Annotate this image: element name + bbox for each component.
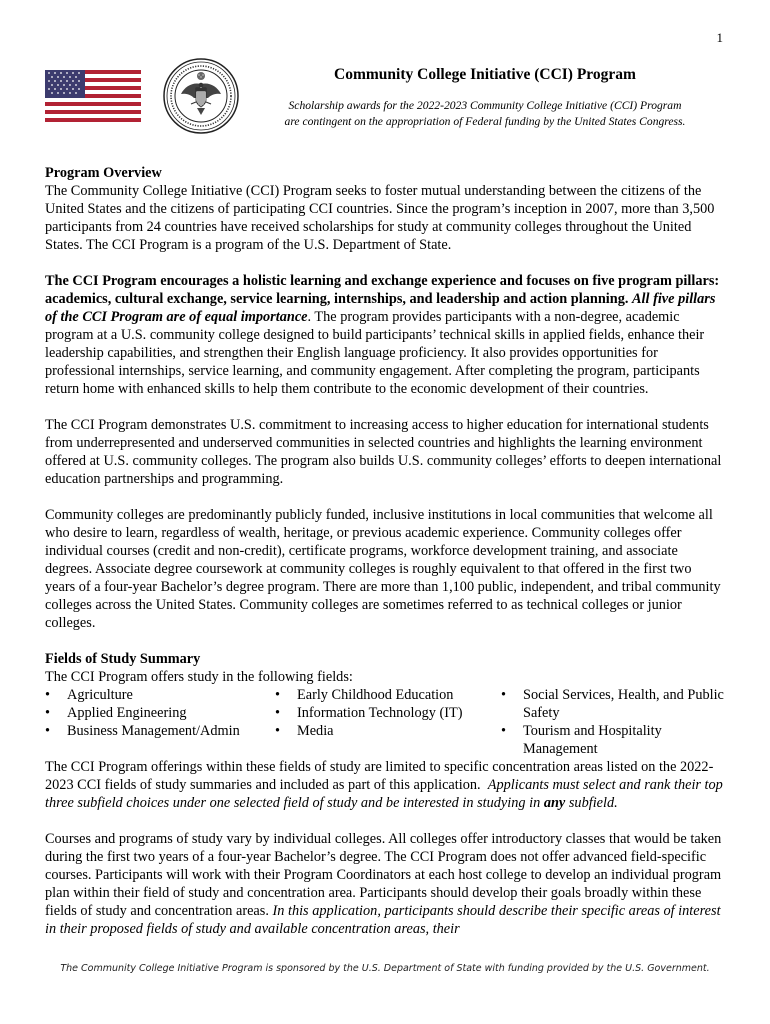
list-item: • Business Management/Admin: [45, 723, 240, 739]
department-of-state-seal-icon: [163, 58, 239, 134]
ranking-instruction: Applicants must select and rank their top three subfield choices under one selected field of study and be interested in studying in: [45, 777, 723, 811]
document-body: [45, 164, 725, 938]
list-item: • Early Childhood Education: [275, 687, 454, 703]
overview-paragraph-4: Community colleges are predominantly publicly funded, inclusive institutions in local communities that welcome all who desire to learn, regardless of wealth, heritage, or previous academic experience. Community colleges offer individual courses (credit and non-credit), certificate programs, workforce development training, and associate degrees. Associate degree coursework at community colleges is roughly equivalent to that offered in the first two years of a four-year Bachelor’s degree program. There are more than 1,100 public, independent, and tribal community colleges across the United States. Community colleges are sometimes referred to as technical colleges or junior colleges.: [45, 507, 721, 631]
bullet-icon: •: [45, 723, 51, 739]
bullet-icon: •: [275, 687, 281, 703]
fields-column-2: [275, 686, 462, 740]
offerings-paragraph: [45, 758, 725, 812]
application-instruction: In this application, participants should describe their specific areas of interest in their proposed fields of study and available concentration areas, their: [45, 903, 721, 937]
any-emphasis: any: [543, 795, 566, 811]
funding-notice-line-2: are contingent on the appropriation of Federal funding by the United States Congress.: [284, 115, 686, 128]
page-footer: The Community College Initiative Program is sponsored by the U.S. Department of State with funding provided by the U.S. Government.: [60, 963, 710, 974]
fields-of-study-list: [45, 686, 725, 758]
overview-paragraph-1: The Community College Initiative (CCI) Program seeks to foster mutual understanding between the citizens of the United States and the citizens of participating CCI countries. Since the program’s inception in 2007, more than 3,500 participants from 24 countries have received scholarships for study at community colleges throughout the United States. The CCI Program is a program of the U.S. Department of State.: [45, 183, 715, 253]
bullet-icon: •: [501, 723, 507, 739]
program-pillars-statement: The CCI Program encourages a holistic learning and exchange experience and focuses on five program pillars: academics, cultural exchange, service learning, internships, and leadership and action planning.: [45, 273, 720, 307]
list-item: • Media: [275, 723, 334, 739]
page-number: 1: [716, 30, 723, 45]
bullet-icon: •: [45, 705, 51, 721]
bullet-icon: •: [275, 705, 281, 721]
us-flag-icon: [45, 70, 141, 122]
page-title: Community College Initiative (CCI) Program: [334, 66, 636, 83]
list-item: • Agriculture: [45, 687, 133, 703]
funding-notice: [250, 98, 720, 130]
fields-column-3: [501, 686, 725, 758]
overview-paragraph-2: [45, 272, 725, 398]
overview-paragraph-2-rest: . The program provides participants with a non-degree, academic program at a U.S. community college designed to build participants’ technical skills in applied fields, enhance their leadership capabilities, and strengthen their English language proficiency. It also provides opportunities for professional internships, service learning, and community engagement. After completing the program, participants return home with enhanced skills to help them contribute to the economic development of their countries.: [45, 309, 705, 397]
courses-text: Courses and programs of study vary by individual colleges. All colleges offer introductory classes that would be taken during the first two years of a four-year Bachelor’s degree. The CCI Program does not offer advanced field-specific courses. Participants will work with their Program Coordinators at each host college to develop an individual program plan within their field of study and concentration area. Participants should develop their goals broadly within these fields of study and concentration areas.: [45, 831, 722, 919]
bullet-icon: •: [275, 723, 281, 739]
program-overview-heading: Program Overview: [45, 165, 162, 181]
list-item: • Information Technology (IT): [275, 705, 463, 721]
fields-column-1: [45, 686, 240, 740]
bullet-icon: •: [501, 687, 507, 703]
fields-intro: The CCI Program offers study in the following fields:: [45, 669, 353, 685]
list-item: • Applied Engineering: [45, 705, 187, 721]
equal-importance-statement: All five pillars of the CCI Program are of equal importance: [45, 291, 716, 325]
funding-notice-line-1: Scholarship awards for the 2022-2023 Community College Initiative (CCI) Program: [288, 99, 682, 112]
ranking-instruction-end: subfield.: [568, 795, 618, 811]
fields-of-study-heading: Fields of Study Summary: [45, 651, 201, 667]
courses-paragraph: [45, 830, 725, 938]
list-item: • Tourism and Hospitality Management: [501, 723, 662, 757]
overview-paragraph-3: The CCI Program demonstrates U.S. commitment to increasing access to higher education for international students from underrepresented and underserved communities in selected countries and highlights the learning environment offered at U.S. community colleges. The program also builds U.S. community colleges’ efforts to deepen international education partnerships and programming.: [45, 417, 722, 487]
list-item: • Social Services, Health, and Public Safety: [501, 687, 724, 721]
bullet-icon: •: [45, 687, 51, 703]
offerings-text: The CCI Program offerings within these fields of study are limited to specific concentration areas listed on the 2022-2023 CCI fields of study summaries and included as part of this application.: [45, 759, 714, 793]
